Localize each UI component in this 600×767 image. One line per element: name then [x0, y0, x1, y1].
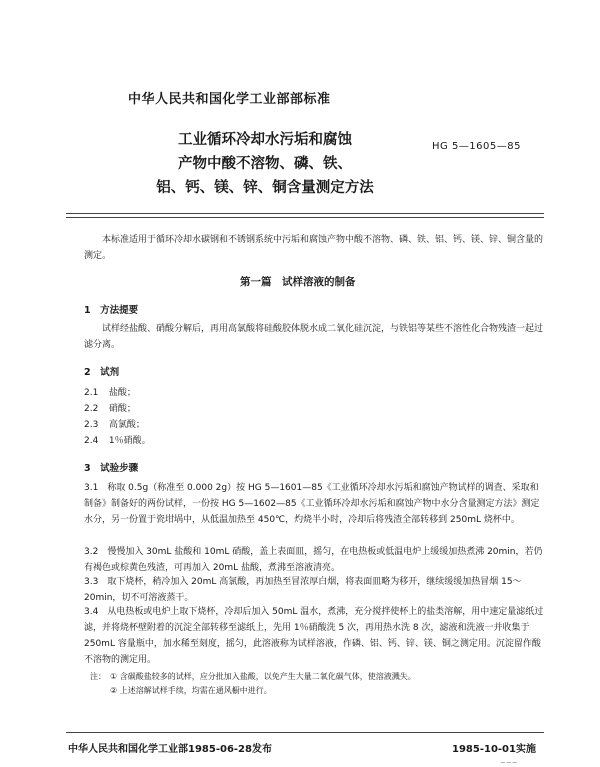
section-1-text: 试样经盐酸、硝酸分解后，再用高氯酸将硅酸胶体脱水成二氧化硅沉淀，与铁铝等某些不溶性化合物残渣一起过滤分离。: [84, 324, 544, 350]
reagent-number: 2.1: [84, 388, 99, 398]
procedure-step-3-1: 3.1 称取 0.5g（称准至 0.000 2g）按 HG 5—1601—85《工业循环冷却水污垢和腐蚀产物试样的调查、采取和制备》制备好的两份试样，一份按 HG 5—1602—85《工业循环冷却水污垢和腐蚀产物中水分含量测定方法》测定水分，另一份置于瓷坩埚中，从低温加热至 450℃，灼烧半小时，冷却后将残渣全部转移到 250mL 烧杯中。: [84, 483, 540, 525]
document-title-line-2: 产物中酸不溶物、磷、铁、: [178, 156, 352, 172]
reagent-number: 2.2: [84, 404, 99, 414]
header-divider-top: [66, 213, 544, 214]
section-2-heading: 2 试剂: [84, 367, 120, 378]
document-title-line-3: 铝、钙、镁、锌、铜含量测定方法: [156, 180, 374, 196]
effective-date: 1985-10-01实施: [452, 744, 536, 755]
notes-label: 注：: [90, 672, 106, 681]
footer-divider: [66, 732, 544, 733]
note-item: ② 上述溶解试样手续，均需在通风橱中进行。: [110, 686, 272, 695]
publication-info: 中华人民共和国化学工业部1985-06-28发布: [68, 744, 272, 755]
reagent-item: [84, 402, 136, 417]
reagent-number: 2.4: [84, 436, 99, 446]
reagent-item: [84, 434, 151, 449]
procedure-step-3-4: 3.4 从电热板或电炉上取下烧杯，冷却后加入 50mL 温水，煮沸，充分搅拌使杯上的盐类溶解，用中速定量滤纸过滤，并将烧杯壁附着的沉淀全部转移至滤纸上，先用 1％硝酸洗 5 次，再用热水洗 8 次，滤液和洗液一并收集于 250mL 容量瓶中，加水稀至刻度，摇匀，此溶液称为试样溶液，作磷、铝、钙、锌、镁、铜之测定用。沉淀留作酸不溶物的测定用。: [84, 607, 544, 665]
note-item: ① 含碳酸盐较多的试样，应分批加入盐酸，以免产生大量二氧化碳气体，使溶液溅失。: [110, 672, 416, 681]
issuing-organization: 中华人民共和国化学工业部部标准: [128, 92, 331, 107]
section-1-body: [84, 321, 546, 353]
section-3-heading: 3 试验步骤: [84, 463, 139, 474]
header-divider-bottom: [66, 217, 544, 218]
page-corner-mark: ~~~: [500, 759, 518, 767]
reagent-number: 2.3: [84, 420, 99, 430]
document-title-line-1: 工业循环冷却水污垢和腐蚀: [178, 132, 352, 148]
reagent-name: 盐酸；: [108, 388, 136, 398]
reagent-name: 高氯酸；: [108, 420, 145, 430]
procedure-step-3-3: 3.3 取下烧杯，稍冷加入 20mL 高氯酸，再加热至冒浓厚白烟，将表面皿略为移开，继续缓缓加热冒烟 15～20min，切不可溶液蒸干。: [84, 577, 522, 603]
reagent-item: [84, 386, 136, 401]
section-1-heading: 1 方法提要: [84, 305, 139, 316]
standard-code: HG 5—1605—85: [432, 141, 521, 152]
reagent-name: 硝酸；: [108, 404, 136, 414]
reagent-name: 1％硝酸。: [108, 436, 151, 446]
procedure-step-3-2: 3.2 慢慢加入 30mL 盐酸和 10mL 硝酸，盖上表面皿，摇匀，在电热板或低温电炉上缓缓加热煮沸 20min，若仍有褐色或棕黄色残渣，可再加入 20mL 盐酸，煮沸至溶液清亮。: [84, 547, 543, 573]
scope-text: 本标准适用于循环冷却水碳钢和不锈钢系统中污垢和腐蚀产物中酸不溶物、磷、铁、铝、钙、镁、锌、铜含量的测定。: [84, 235, 544, 261]
scope-paragraph: [84, 232, 546, 264]
chapter-title: 第一篇 试样溶液的制备: [240, 276, 356, 288]
reagent-item: [84, 418, 145, 433]
